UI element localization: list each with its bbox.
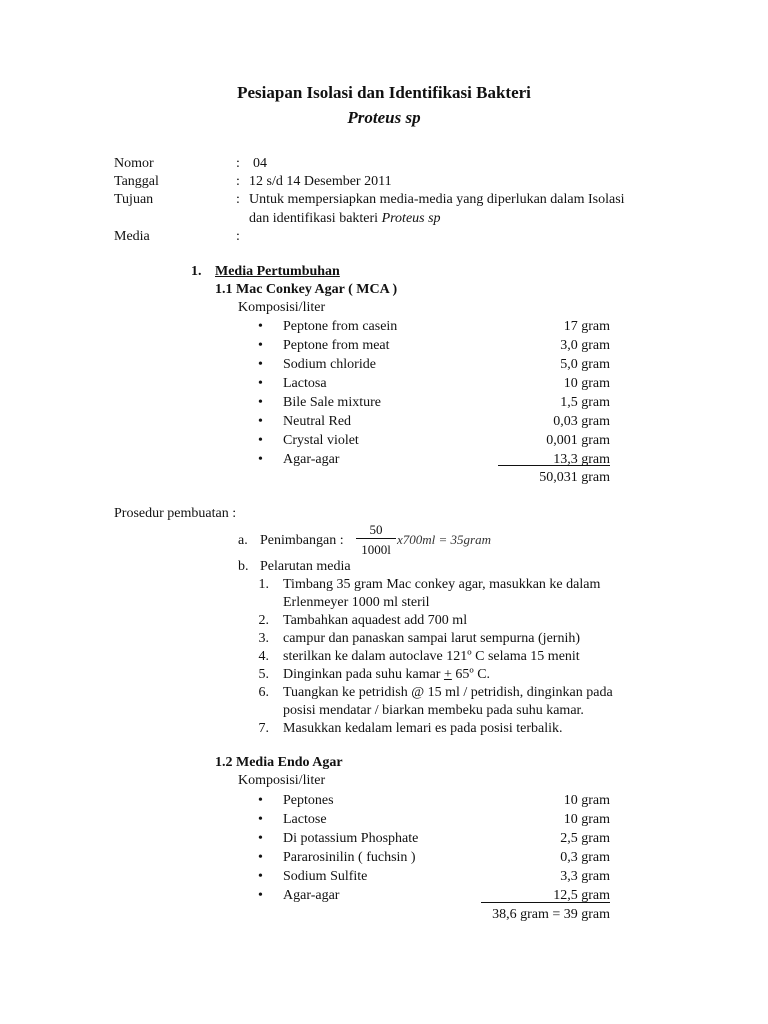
bullet-icon: • [258, 376, 263, 391]
list-item [258, 791, 610, 810]
meta-colon: : [236, 192, 240, 207]
ingredient-name: Lactose [283, 812, 327, 827]
list-item [258, 393, 610, 412]
bullet-icon: • [258, 869, 263, 884]
ingredient-amount: 13,3 gram [553, 452, 610, 467]
procedure-label: Prosedur pembuatan : [114, 506, 237, 521]
endo-heading: 1.2 Media Endo Agar [215, 755, 343, 770]
list-item [258, 317, 610, 336]
ingredient-name: Agar-agar [283, 452, 340, 467]
bullet-icon: • [258, 888, 263, 903]
ingredient-name: Sodium Sulfite [283, 869, 368, 884]
ingredient-name: Peptone from casein [283, 319, 398, 334]
ingredient-amount: 10 gram [563, 812, 610, 827]
step-text: Tambahkan aquadest add 700 ml [283, 613, 468, 628]
list-item [258, 810, 610, 829]
ingredient-amount: 17 gram [563, 319, 610, 334]
bullet-icon: • [258, 357, 263, 372]
procedure-a-text: Penimbangan : [260, 533, 344, 548]
step-text: Timbang 35 gram Mac conkey agar, masukkan ke dalam [283, 577, 601, 592]
bullet-icon: • [258, 433, 263, 448]
ingredient-amount: 10 gram [563, 793, 610, 808]
list-item [258, 848, 610, 867]
bullet-icon: • [258, 812, 263, 827]
mca-heading: 1.1 Mac Conkey Agar ( MCA ) [215, 282, 398, 297]
ingredient-amount: 0,001 gram [546, 433, 610, 448]
ingredient-amount: 0,3 gram [560, 850, 610, 865]
section-number: 1. [191, 264, 202, 279]
meta-value-tujuan-line2: dan identifikasi bakteri Proteus sp [249, 211, 441, 226]
fraction-bar [356, 538, 396, 539]
step-text: Tuangkan ke petridish @ 15 ml / petridish, dinginkan pada [283, 685, 613, 700]
list-item [258, 867, 610, 886]
list-item [258, 450, 610, 469]
meta-colon: : [236, 156, 240, 171]
step-number: 4. [258, 649, 269, 664]
mca-total: 50,031 gram [539, 470, 610, 485]
meta-label-media: Media [114, 229, 150, 244]
ingredient-name: Bile Sale mixture [283, 395, 381, 410]
step-text: Erlenmeyer 1000 ml steril [283, 595, 430, 610]
ingredient-name: Crystal violet [283, 433, 359, 448]
list-item [258, 374, 610, 393]
ingredient-amount: 3,0 gram [560, 338, 610, 353]
ingredient-name: Peptones [283, 793, 334, 808]
document-subtitle: Proteus sp [347, 108, 421, 127]
meta-value-nomor: 04 [253, 156, 267, 171]
meta-colon: : [236, 174, 240, 189]
ingredient-name: Agar-agar [283, 888, 340, 903]
meta-colon: : [236, 229, 240, 244]
ingredient-name: Lactosa [283, 376, 327, 391]
endo-total: 38,6 gram = 39 gram [492, 907, 610, 922]
bullet-icon: • [258, 850, 263, 865]
meta-label-nomor: Nomor [114, 156, 154, 171]
step-number: 5. [258, 667, 269, 682]
meta-value-tanggal: 12 s/d 14 Desember 2011 [249, 174, 392, 189]
endo-composition-label: Komposisi/liter [238, 773, 326, 788]
bullet-icon: • [258, 395, 263, 410]
ingredient-amount: 12,5 gram [553, 888, 610, 903]
ingredient-amount: 1,5 gram [560, 395, 610, 410]
ingredient-name: Neutral Red [283, 414, 352, 429]
step-number: 6. [258, 685, 269, 700]
list-item [258, 431, 610, 450]
step-number: 3. [258, 631, 269, 646]
bullet-icon: • [258, 414, 263, 429]
bullet-icon: • [258, 831, 263, 846]
bullet-icon: • [258, 338, 263, 353]
ingredient-amount: 3,3 gram [560, 869, 610, 884]
meta-label-tujuan: Tujuan [114, 192, 154, 207]
section-title: Media Pertumbuhan [215, 264, 340, 279]
list-item [258, 336, 610, 355]
ingredient-amount: 5,0 gram [560, 357, 610, 372]
bullet-icon: • [258, 319, 263, 334]
step-number: 7. [258, 721, 269, 736]
step-text: Dinginkan pada suhu kamar + 65º C. [283, 667, 491, 682]
ingredient-name: Pararosinilin ( fuchsin ) [283, 850, 416, 865]
step-text: campur dan panaskan sampai larut sempurna (jernih) [283, 631, 581, 646]
ingredient-name: Di potassium Phosphate [283, 831, 419, 846]
document-title: Pesiapan Isolasi dan Identifikasi Bakteri [237, 83, 531, 102]
meta-value-tujuan-line1: Untuk mempersiapkan media-media yang diperlukan dalam Isolasi [249, 192, 625, 207]
step-number: 1. [258, 577, 269, 592]
step-text: sterilkan ke dalam autoclave 121º C selama 15 menit [283, 649, 580, 664]
mca-composition-label: Komposisi/liter [238, 300, 326, 315]
bullet-icon: • [258, 452, 263, 467]
ingredient-name: Peptone from meat [283, 338, 390, 353]
ingredient-amount: 0,03 gram [553, 414, 610, 429]
fraction-denominator: 1000l [361, 542, 391, 557]
ingredient-amount: 2,5 gram [560, 831, 610, 846]
step-letter-b: b. [238, 559, 249, 574]
procedure-b-text: Pelarutan media [260, 559, 351, 574]
list-item [258, 829, 610, 848]
sum-line [481, 902, 610, 903]
list-item [258, 412, 610, 431]
fraction-numerator: 50 [369, 522, 383, 537]
formula-result: x700ml = 35gram [397, 532, 491, 547]
meta-label-tanggal: Tanggal [114, 174, 159, 189]
step-letter-a: a. [238, 533, 248, 548]
bullet-icon: • [258, 793, 263, 808]
ingredient-amount: 10 gram [563, 376, 610, 391]
step-text: posisi mendatar / biarkan membeku pada suhu kamar. [283, 703, 584, 718]
list-item [258, 355, 610, 374]
ingredient-name: Sodium chloride [283, 357, 376, 372]
step-number: 2. [258, 613, 269, 628]
step-text: Masukkan kedalam lemari es pada posisi terbalik. [283, 721, 563, 736]
sum-line [498, 465, 610, 466]
